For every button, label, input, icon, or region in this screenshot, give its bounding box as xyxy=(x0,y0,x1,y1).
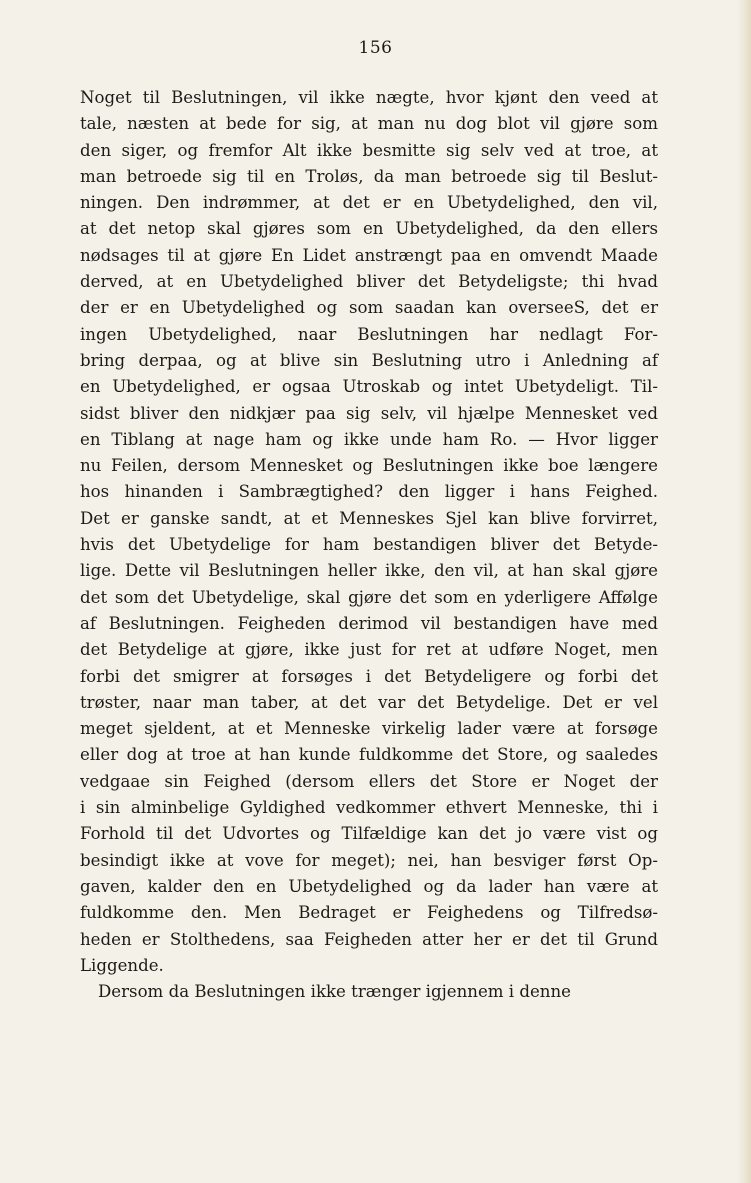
text-line: en Ubetydelighed, er ogsaa Utroskab og intet Ubetydeligt. Til- xyxy=(80,377,658,397)
text-line: gaven, kalder den en Ubetydelighed og da lader han være at xyxy=(80,876,658,896)
text-line: man betroede sig til en Troløs, da man betroede sig til Beslut- xyxy=(80,166,658,186)
text-line: meget sjeldent, at et Menneske virkelig lader være at forsøge xyxy=(80,719,658,739)
text-line: ingen Ubetydelighed, naar Beslutningen har nedlagt For- xyxy=(80,324,658,344)
text-line: Liggende. xyxy=(80,955,164,975)
text-line: trøster, naar man taber, at det var det Betydelige. Det er vel xyxy=(80,692,658,712)
text-line: ningen. Den indrømmer, at det er en Ubetydelighed, den vil, xyxy=(80,193,658,213)
text-line: vedgaae sin Feighed (dersom ellers det Store er Noget der xyxy=(80,771,658,791)
text-line: derved, at en Ubetydelighed bliver det Betydeligste; thi hvad xyxy=(80,272,658,292)
text-line: at det netop skal gjøres som en Ubetydelighed, da den ellers xyxy=(80,219,658,239)
body-text xyxy=(80,85,658,1005)
text-line: en Tiblang at nage ham og ikke unde ham Ro. — Hvor ligger xyxy=(80,429,658,449)
text-line: der er en Ubetydelighed og som saadan kan overseeS, det er xyxy=(80,298,658,318)
text-line: nødsages til at gjøre En Lidet anstrængt paa en omvendt Maade xyxy=(80,245,658,265)
text-line: besindigt ikke at vove for meget); nei, han besviger først Op- xyxy=(80,850,658,870)
text-line: lige. Dette vil Beslutningen heller ikke, den vil, at han skal gjøre xyxy=(80,561,658,581)
text-line: af Beslutningen. Feigheden derimod vil bestandigen have med xyxy=(80,613,658,633)
text-line: fuldkomme den. Men Bedraget er Feighedens og Tilfredsø- xyxy=(80,903,658,923)
text-line: bring derpaa, og at blive sin Beslutning utro i Anledning af xyxy=(80,350,658,370)
text-line: hvis det Ubetydelige for ham bestandigen bliver det Betyde- xyxy=(80,535,658,555)
text-line: Forhold til det Udvortes og Tilfældige kan det jo være vist og xyxy=(80,824,658,844)
text-line: Dersom da Beslutningen ikke trænger igjennem i denne xyxy=(98,982,572,1002)
text-line: hos hinanden i Sambrægtighed? den ligger i hans Feighed. xyxy=(80,482,658,502)
text-line: nu Feilen, dersom Mennesket og Beslutningen ikke boe længere xyxy=(80,456,658,476)
text-line: tale, næsten at bede for sig, at man nu dog blot vil gjøre som xyxy=(80,114,658,134)
text-line: heden er Stolthedens, saa Feigheden atter her er det til Grund xyxy=(80,929,658,949)
page-edge-shadow xyxy=(737,0,751,1183)
text-line: sidst bliver den nidkjær paa sig selv, vil hjælpe Mennesket ved xyxy=(80,403,658,423)
text-line: Noget til Beslutningen, vil ikke nægte, hvor kjønt den veed at xyxy=(80,88,658,107)
text-line: det som det Ubetydelige, skal gjøre det som en yderligere Affølge xyxy=(80,587,658,607)
text-line: det Betydelige at gjøre, ikke just for ret at udføre Noget, men xyxy=(80,640,658,660)
text-line: eller dog at troe at han kunde fuldkomme det Store, og saaledes xyxy=(80,745,658,765)
text-line: den siger, og fremfor Alt ikke besmitte sig selv ved at troe, at xyxy=(80,140,658,160)
text-line: forbi det smigrer at forsøges i det Betydeligere og forbi det xyxy=(80,666,658,686)
text-line: Det er ganske sandt, at et Menneskes Sjel kan blive forvirret, xyxy=(80,508,658,528)
page-number: 156 xyxy=(358,38,393,58)
text-line: i sin alminbelige Gyldighed vedkommer ethvert Menneske, thi i xyxy=(80,798,658,818)
